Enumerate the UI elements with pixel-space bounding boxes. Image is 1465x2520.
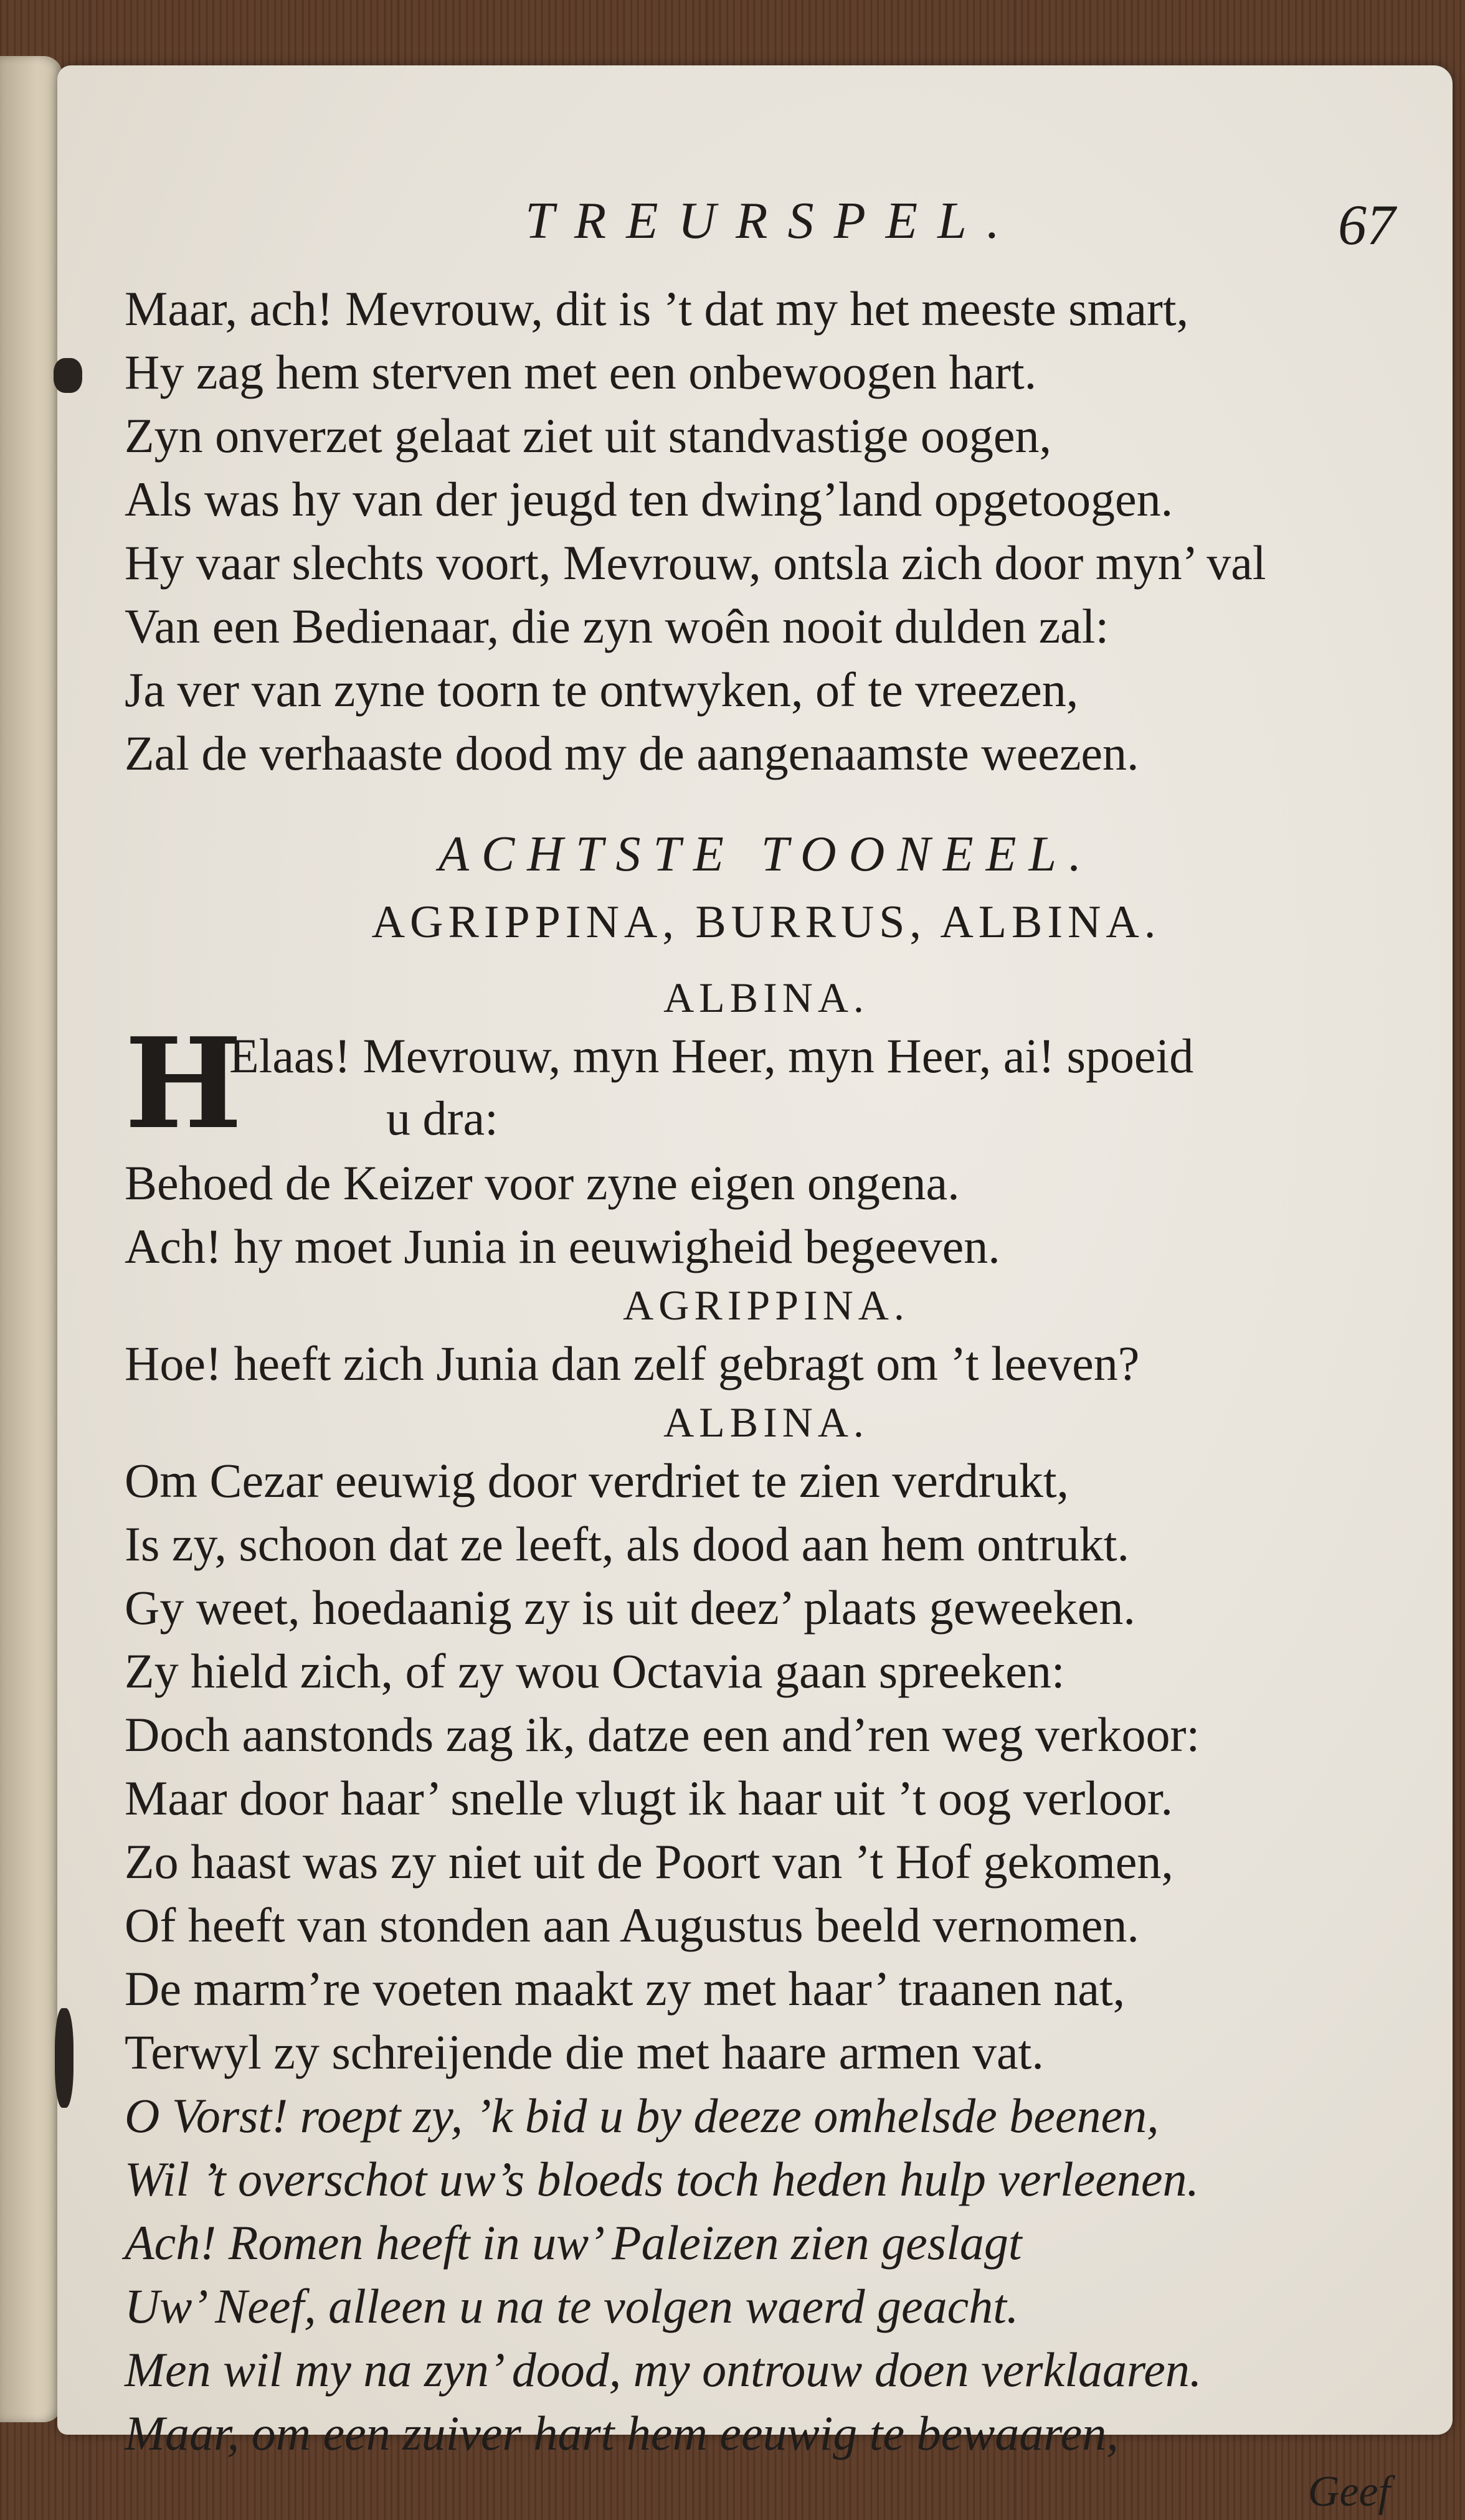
scene-title: ACHTSTE TOONEEL. — [438, 827, 1094, 882]
running-head: TREURSPEL. — [525, 192, 1020, 250]
verse-line: Ach! Romen heeft in uw’ Paleizen zien geslagt — [125, 2216, 1022, 2270]
verse-line: Wil ’t overschot uw’s bloeds toch heden hulp verleenen. — [125, 2152, 1200, 2206]
verse-line: Terwyl zy schreijende die met haare armen vat. — [125, 2025, 1044, 2079]
verse-line: O Vorst! roept zy, ’k bid u by deeze omhelsde beenen, — [125, 2088, 1159, 2143]
verse-line: Doch aanstonds zag ik, datze een and’ren weg verkoor: — [125, 1707, 1200, 1762]
verse-line: Zyn onverzet gelaat ziet uit standvastige oogen, — [125, 408, 1051, 463]
verse-line: Als was hy van der jeugd ten dwing’land opgetoogen. — [125, 472, 1173, 526]
verse-line: Is zy, schoon dat ze leeft, als dood aan hem ontrukt. — [125, 1517, 1129, 1571]
verse-line: De marm’re voeten maakt zy met haar’ traanen nat, — [125, 1961, 1126, 2016]
verse-line: Om Cezar eeuwig door verdriet te zien verdrukt, — [125, 1453, 1069, 1508]
binding-hole — [54, 358, 82, 393]
page-text — [125, 190, 1408, 2516]
verse-line: Zo haast was zy niet uit de Poort van ’t Hof gekomen, — [125, 1834, 1173, 1889]
speaker-name: AGRIPPINA. — [623, 1281, 909, 1329]
verse-line: Gy weet, hoedaanig zy is uit deez’ plaats geweeken. — [125, 1580, 1135, 1635]
verse-line: u dra: — [386, 1091, 498, 1145]
verse-block-top — [125, 277, 1408, 785]
verse-line: Van een Bedienaar, die zyn woên nooit dulden zal: — [125, 599, 1109, 653]
verse-line: Men wil my na zyn’ dood, my ontrouw doen verklaaren. — [125, 2343, 1202, 2397]
verse-line: Maar door haar’ snelle vlugt ik haar uit ’t oog verloor. — [125, 1771, 1173, 1825]
verse-line: Zy hield zich, of zy wou Octavia gaan spreeken: — [125, 1644, 1065, 1698]
verse-line: Elaas! Mevrouw, myn Heer, myn Heer, ai! spoeid — [229, 1029, 1194, 1083]
verse-line: Uw’ Neef, alleen u na te volgen waerd geacht. — [125, 2279, 1019, 2333]
verse-line: Hy vaar slechts voort, Mevrouw, ontsla zich door myn’ val — [125, 536, 1266, 590]
opening-lines — [125, 1011, 1408, 1157]
verse-line: Hoe! heeft zich Junia dan zelf gebragt om ’t leeven? — [125, 1336, 1140, 1390]
verse-line: Behoed de Keizer voor zyne eigen ongena. — [125, 1156, 960, 1210]
facing-page-edge — [0, 56, 62, 2422]
verse-line: Hy zag hem sterven met een onbewoogen hart. — [125, 345, 1037, 399]
page-header — [125, 190, 1408, 277]
verse-line: Ach! hy moet Junia in eeuwigheid begeeven. — [125, 1219, 1000, 1273]
verse-line: Maar, ach! Mevrouw, dit is ’t dat my het meeste smart, — [125, 281, 1189, 336]
speaker-name: ALBINA. — [663, 974, 869, 1021]
page-number: 67 — [1338, 193, 1395, 257]
verse-line: Of heeft van stonden aan Augustus beeld vernomen. — [125, 1898, 1139, 1952]
drop-capital: H — [125, 1011, 242, 1157]
binding-hole — [55, 2008, 73, 2108]
scene-cast: AGRIPPINA, BURRUS, ALBINA. — [371, 897, 1161, 948]
italic-quotation — [125, 2084, 1408, 2516]
verse-line: Maar, om een zuiver hart hem eeuwig te bewaaren, — [125, 2406, 1119, 2460]
verse-line: Zal de verhaaste dood my de aangenaamste weezen. — [125, 726, 1139, 780]
speaker-name: ALBINA. — [663, 1399, 869, 1446]
catchword: Geef — [1307, 2468, 1390, 2516]
verse-line: Ja ver van zyne toorn te ontwyken, of te vreezen, — [125, 663, 1079, 717]
